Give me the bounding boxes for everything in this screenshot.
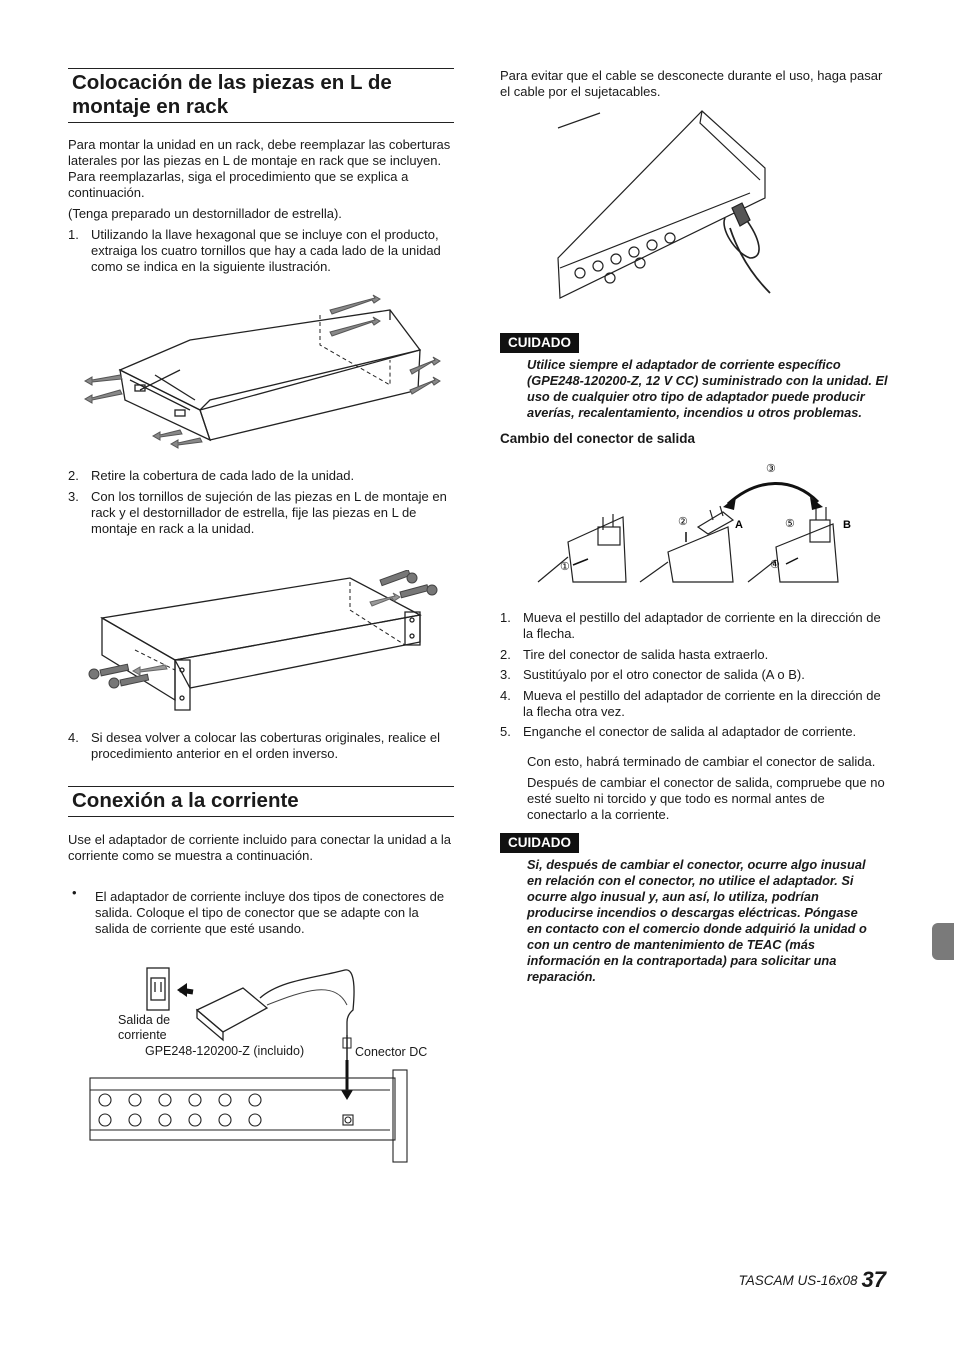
title-line-1: Colocación de las piezas en L de (72, 71, 392, 94)
step-number: 1. (500, 610, 511, 625)
page-footer (738, 1267, 886, 1293)
fig-label-5: ⑤ (785, 518, 795, 530)
footer-brand: TASCAM US-16x08 (738, 1273, 858, 1288)
fig-label-3: ③ (766, 463, 776, 475)
connector-after-text: Después de cambiar el conector de salida, compruebe que no esté suelto ni torcido y que todo es normal antes de conectarlo a la corriente. (527, 775, 885, 822)
remove-side-cover-illustration (80, 290, 450, 455)
label-adapter: GPE248-120200-Z (incluido) (145, 1044, 305, 1058)
section-title-power (68, 786, 454, 817)
section-title-rack-mount (68, 68, 454, 123)
bullet-mark: • (72, 885, 77, 900)
caution-badge-2: CUIDADO (500, 833, 579, 853)
label-outlet-2: corriente (118, 1028, 167, 1042)
step-number: 4. (68, 730, 79, 745)
step-text: Mueva el pestillo del adaptador de corriente en la dirección de la flecha otra vez. (523, 688, 881, 719)
bullet-text: El adaptador de corriente incluye dos tipos de conectores de salida. Coloque el tipo de conector que se adapte con la salida de corriente que esté usando. (95, 889, 445, 936)
label-dc-connector: Conector DC (355, 1045, 428, 1059)
subheading-connector-change: Cambio del conector de salida (500, 431, 696, 446)
cable-text: Para evitar que el cable se desconecte durante el uso, haga pasar el cable por el sujetacables. (500, 68, 883, 99)
fig-label-2: ② (678, 516, 688, 528)
page-number: 37 (861, 1267, 886, 1292)
step-number: 3. (68, 489, 79, 504)
step-text: Enganche el conector de salida al adaptador de corriente. (523, 724, 857, 739)
step-number: 3. (500, 667, 511, 682)
chapter-tab (932, 923, 954, 960)
power-intro: Use el adaptador de corriente incluido para conectar la unidad a la corriente como se muestra a continuación. (68, 832, 452, 863)
rack-intro: Para montar la unidad en un rack, debe reemplazar las coberturas laterales por las piezas en L de montaje en rack que se incluyen. Para reemplazarlas, siga el procedimiento que se explica a continuación. (68, 137, 451, 200)
title-text: Conexión a la corriente (72, 789, 299, 812)
fig-label-a: A (735, 519, 743, 531)
step-text: Utilizando la llave hexagonal que se incluye con el producto, extraiga los cuatro tornillos que hay a cada lado de la unidad como se indica en la siguiente ilustración. (91, 227, 441, 274)
step-number: 2. (68, 468, 79, 483)
step-text: Retire la cobertura de cada lado de la unidad. (91, 468, 355, 483)
fig-label-4: ④ (770, 559, 780, 571)
step-text: Mueva el pestillo del adaptador de corriente en la dirección de la flecha. (523, 610, 881, 641)
label-outlet-1: Salida de (118, 1013, 171, 1027)
step-text: Tire del conector de salida hasta extraerlo. (523, 647, 769, 662)
caution-text-2: Si, después de cambiar el conector, ocurre algo inusual en relación con el conector, no utilice el adaptador. Si ocurre algo inusual y, aun así, lo utiliza, podrían producirse incendios o descargas eléctricas. Póngase en contacto con el comercio donde adquirió la unidad o con un centro de mantenimiento de TEAC (más información en la contraportada) para solicitar una reparación. (527, 857, 867, 984)
title-line-2: montaje en rack (72, 95, 229, 118)
fig-label-1: ① (560, 561, 570, 573)
attach-rack-ears-illustration (80, 570, 450, 715)
step-number: 4. (500, 688, 511, 703)
caution-text-1: Utilice siempre el adaptador de corriente específico (GPE248-120200-Z, 12 V CC) suministrado con la unidad. El uso de cualquier otro tipo de adaptador puede producir averías, recalentamiento, incendios u otros problemas. (527, 357, 888, 420)
power-connection-illustration (85, 960, 455, 1165)
step-number: 1. (68, 227, 79, 242)
step-text: Con los tornillos de sujeción de las piezas en L de montaje en rack y el destornillador de estrella, fije las piezas en L de montaje en rack a la unidad. (91, 489, 447, 536)
connector-change-illustration (528, 462, 858, 590)
step-number: 2. (500, 647, 511, 662)
caution-badge-1: CUIDADO (500, 333, 579, 353)
step-number: 5. (500, 724, 511, 739)
step-text: Sustitúyalo por el otro conector de salida (A o B). (523, 667, 805, 682)
rack-note: (Tenga preparado un destornillador de estrella). (68, 206, 342, 221)
fig-label-b: B (843, 519, 851, 531)
cable-holder-illustration (550, 108, 780, 303)
step-text: Si desea volver a colocar las coberturas originales, realice el procedimiento anterior en el orden inverso. (91, 730, 441, 761)
connector-done-text: Con esto, habrá terminado de cambiar el conector de salida. (527, 754, 876, 769)
